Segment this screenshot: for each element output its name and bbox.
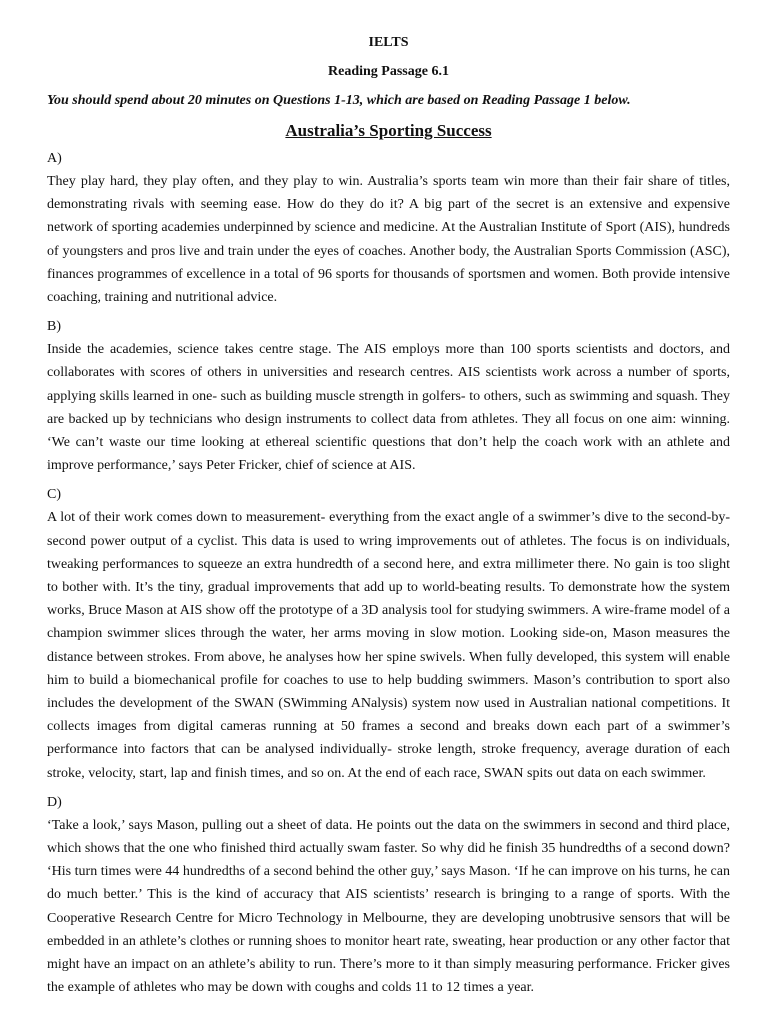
article-title: Australia’s Sporting Success [285, 121, 492, 140]
exam-heading: IELTS [368, 35, 409, 50]
section-a-label: A) [47, 151, 62, 166]
document-page [47, 33, 730, 1000]
passage-heading: Reading Passage 6.1 [328, 64, 449, 79]
section-d-paragraph: ‘Take a look,’ says Mason, pulling out a sheet of data. He points out the data on the swimmers in second and third place, which shows that the one who finished third actually swam faster. So why did he finish 35 hundredths of a second down? ‘His turn times were 44 hundredths of a second behind the other guy,’ says Mason. ‘If he can improve on his turns, he can do much better.’ This is the kind of accuracy that AIS scientists’ research is bringing to a range of sports. With the Cooperative Research Centre for Micro Technology in Melbourne, they are developing unobtrusive sensors that will be embedded in an athlete’s clothes or running shoes to monitor heart rate, sweating, hear production or any other factor that might have an impact on an athlete’s ability to run. There’s more to it than simply measuring performance. Fricker gives the example of athletes who may be down with coughs and colds 11 to 12 times a year. [47, 817, 730, 996]
section-a-paragraph: They play hard, they play often, and they play to win. Australia’s sports team win more than their fair share of titles, demonstrating rivals with seeming ease. How do they do it? A big part of the secret is an extensive and expensive network of sporting academies underpinned by science and medicine. At the Australian Institute of Sport (AIS), hundreds of youngsters and pros live and train under the eyes of coaches. Another body, the Australian Sports Commission (ASC), finances programmes of excellence in a total of 96 sports for thousands of sportsmen and women. Both provide intensive coaching, training and nutritional advice. [47, 174, 730, 306]
section-d-label: D) [47, 794, 62, 810]
section-b-paragraph: Inside the academies, science takes centre stage. The AIS employs more than 100 sports scientists and doctors, and collaborates with scores of others in universities and research centres. AIS scientists work across a number of sports, applying skills learned in one- such as building muscle strength in golfers- to others, such as swimming and squash. They are backed up by technicians who design instruments to collect data from athletes. They all focus on one aim: winning. ‘We can’t waste our time looking at ethereal scientific questions that don’t help the coach work with an athlete and improve performance,’ says Peter Fricker, chief of science at AIS. [47, 342, 730, 474]
section-b-label: B) [47, 319, 61, 335]
section-c-paragraph: A lot of their work comes down to measurement- everything from the exact angle of a swimmer’s dive to the second-by-second power output of a cyclist. This data is used to wring improvements out of athletes. The focus is on individuals, tweaking performances to squeeze an extra hundredth of a second here, and extra millimeter there. No gain is too slight to bother with. It’s the tiny, gradual improvements that add up to world-beating results. To demonstrate how the system works, Bruce Mason at AIS show off the prototype of a 3D analysis tool for studying swimmers. A wire-frame model of a champion swimmer slices through the water, her arms moving in slow motion. Looking side-on, Mason measures the distance between strokes. From above, he analyses how her spine swivels. When fully developed, this system will enable him to build a biomechanical profile for coaches to use to help budding swimmers. Mason’s contribution to sport also includes the development of the SWAN (SWimming ANalysis) system now used in Australian national competitions. It collects images from digital cameras running at 50 frames a second and breaks down each part of a swimmer’s performance into factors that can be analysed individually- stroke length, stroke frequency, average duration of each stroke, velocity, start, lap and finish times, and so on. At the end of each race, SWAN spits out data on each swimmer. [47, 510, 730, 781]
section-c-label: C) [47, 487, 61, 503]
instructions: You should spend about 20 minutes on Questions 1-13, which are based on Reading Passage 1 below. [47, 93, 631, 108]
